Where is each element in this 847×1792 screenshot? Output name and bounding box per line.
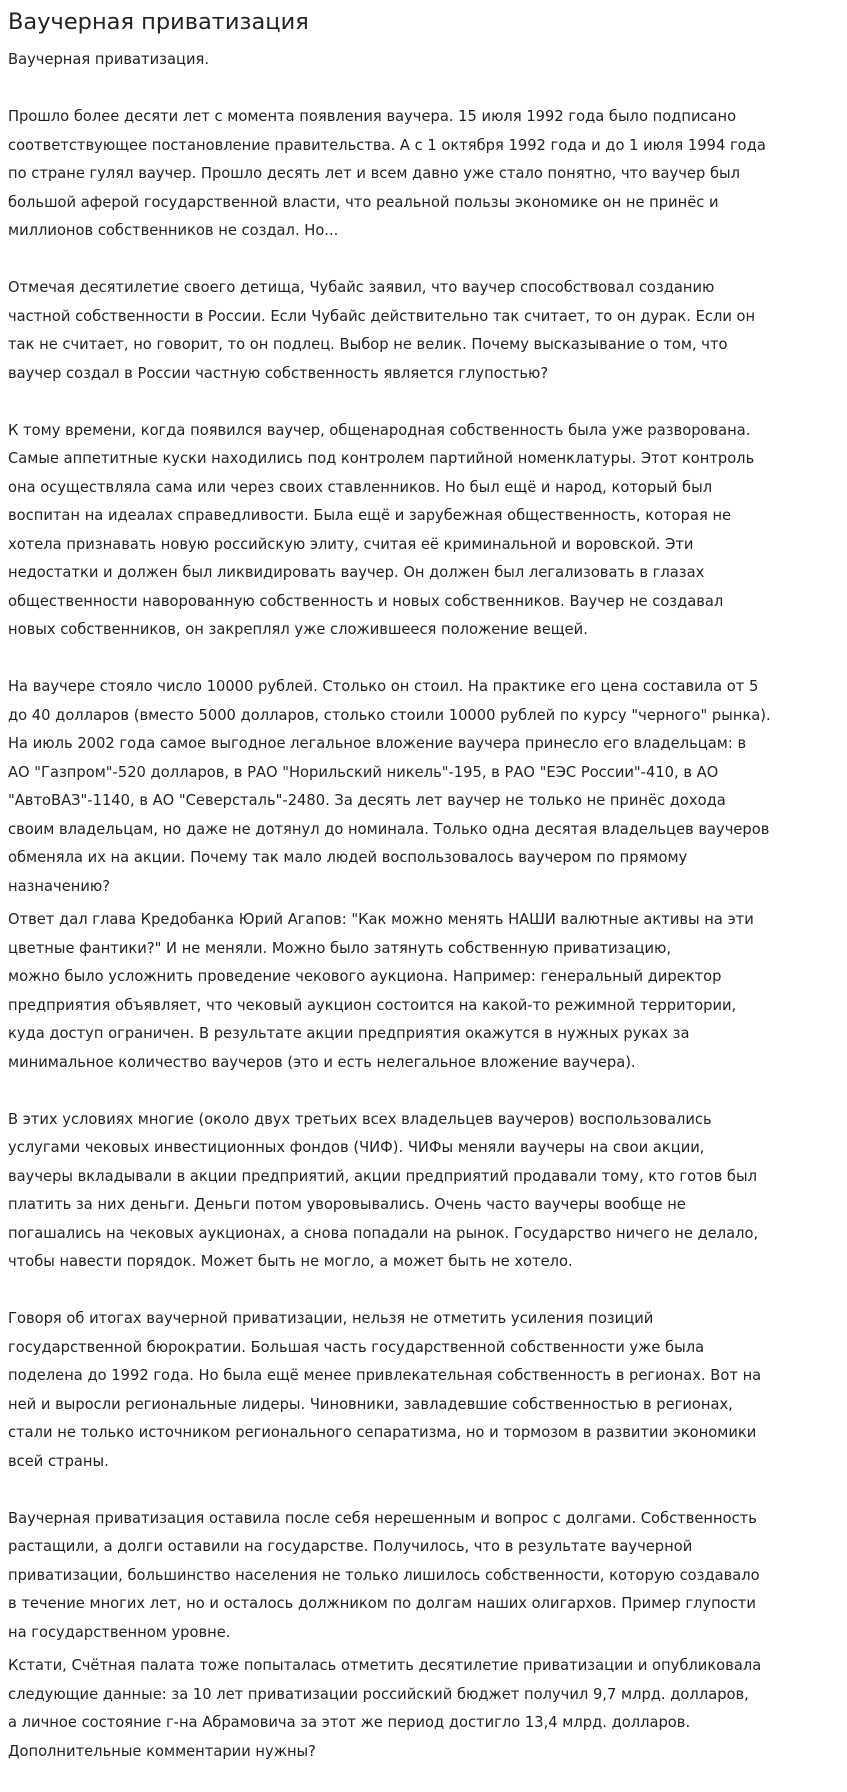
text-line: соответствующее постановление правительства. А с 1 октября 1992 года и до 1 июля 1994 года xyxy=(8,136,766,154)
text-line: минимальное количество ваучеров (это и есть нелегальное вложение ваучера). xyxy=(8,1053,636,1071)
text-line: услугами чековых инвестиционных фондов (ЧИФ). ЧИФы меняли ваучеры на свои акции, xyxy=(8,1139,705,1156)
text-line: приватизации, большинство населения не только лишилось собственности, которую создавало xyxy=(8,1566,760,1584)
text-line: всей страны. xyxy=(8,1452,109,1470)
text-line: на государственном уровне. xyxy=(8,1623,231,1641)
text-line: ваучеры вкладывали в акции предприятий, акции предприятий продавали тому, кто готов был xyxy=(8,1167,757,1185)
paragraph-2 xyxy=(8,274,837,388)
text-line: В этих условиях многие (около двух третьих всех владельцев ваучеров) воспользовались xyxy=(8,1110,712,1128)
text-line: обменяла их на акции. Почему так мало людей воспользовалось ваучером по прямому xyxy=(8,849,688,866)
paragraph-6 xyxy=(8,1106,837,1277)
text-line: Кстати, Счётная палата тоже попыталась отметить десятилетие приватизации и опубликовала xyxy=(8,1657,762,1674)
text-line: Дополнительные комментарии нужны? xyxy=(8,1742,316,1760)
paragraph-3 xyxy=(8,417,837,645)
text-line: поделена до 1992 года. Но была ещё менее привлекательная собственность в регионах. Вот на xyxy=(8,1367,762,1384)
paragraph-gap xyxy=(8,645,837,674)
text-line: Ответ дал глава Кредобанка Юрий Агапов: "Как можно менять НАШИ валютные активы на эти xyxy=(8,911,754,928)
text-line: частной собственности в России. Если Чубайс действительно так считает, то он дурак. Если он xyxy=(8,307,756,325)
paragraph-9 xyxy=(8,1652,837,1766)
text-line: до 40 долларов (вместо 5000 долларов, столько стоили 10000 рублей по курсу "черного" рынка). xyxy=(8,706,771,724)
text-line: "АвтоВАЗ"-1140, в АО "Северсталь"-2480. За десять лет ваучер не только не принёс дохода xyxy=(8,792,726,809)
text-line: Ваучерная приватизация оставила после себя нерешенным и вопрос с долгами. Собственность xyxy=(8,1509,757,1527)
paragraph-7 xyxy=(8,1305,837,1476)
text-line: она осуществляла сама или через своих ставленников. Но был ещё и народ, который был xyxy=(8,478,713,496)
article-title: Ваучерная приватизация xyxy=(8,9,309,35)
text-line: стали не только источником регионального сепаратизма, но и тормозом в развитии экономики xyxy=(8,1424,757,1441)
text-line: ваучер создал в России частную собственность является глупостью? xyxy=(8,364,549,382)
text-line: своим владельцам, но даже не дотянул до номинала. Только одна десятая владельцев ваучеров xyxy=(8,820,770,838)
text-line: АО "Газпром"-520 долларов, в РАО "Норильский никель"-195, в РАО "ЕЭС России"-410, в АО xyxy=(8,763,719,781)
text-line: платить за них деньги. Деньги потом уворовывались. Очень часто ваучеры вообще не xyxy=(8,1196,686,1213)
text-line: цветные фантики?" И не меняли. Можно было затянуть собственную приватизацию, xyxy=(8,939,672,957)
text-line: недостатки и должен был ликвидировать ваучер. Он должен был легализовать в глазах xyxy=(8,564,705,581)
text-line: большой аферой государственной власти, что реальной пользы экономике он не принёс и xyxy=(8,193,719,211)
text-line: Прошло более десяти лет с момента появления ваучера. 15 июля 1992 года было подписано xyxy=(8,108,737,125)
text-line: погашались на чековых аукционах, а снова попадали на рынок. Государство ничего не делало, xyxy=(8,1224,759,1242)
text-line: общественности наворованную собственность и новых собственников. Ваучер не создавал xyxy=(8,592,724,610)
text-line: новых собственников, он закреплял уже сложившееся положение вещей. xyxy=(8,621,588,638)
text-line: в течение многих лет, но и осталось должником по долгам наших олигархов. Пример глупости xyxy=(8,1595,756,1612)
text-line: чтобы навести порядок. Может быть не могло, а может быть не хотело. xyxy=(8,1253,573,1270)
paragraph-gap xyxy=(8,75,837,104)
text-line: воспитан на идеалах справедливости. Была ещё и зарубежная общественность, которая не xyxy=(8,507,732,524)
text-line: а личное состояние г-на Абрамовича за этот же период достигло 13,4 млрд. долларов. xyxy=(8,1714,691,1731)
text-line: хотела признавать новую российскую элиту, считая её криминальной и воровской. Эти xyxy=(8,535,694,553)
text-line: ней и выросли региональные лидеры. Чиновники, завладевшие собственностью в регионах, xyxy=(8,1395,733,1413)
text-line: Говоря об итогах ваучерной приватизации, нельзя не отметить усиления позиций xyxy=(8,1310,654,1327)
text-line: На июль 2002 года самое выгодное легальное вложение ваучера принесло его владельцам: в xyxy=(8,735,747,752)
text-line: растащили, а долги оставили на государстве. Получилось, что в результате ваучерной xyxy=(8,1538,693,1555)
text-line: На ваучере стояло число 10000 рублей. Столько он стоил. На практике его цена составила от 5 xyxy=(8,678,759,695)
paragraph-gap xyxy=(8,1277,837,1306)
paragraph-gap xyxy=(8,1476,837,1505)
text-line: государственной бюрократии. Большая часть государственной собственности уже была xyxy=(8,1338,705,1356)
text-line: Самые аппетитные куски находились под контролем партийной номенклатуры. Этот контроль xyxy=(8,450,755,467)
text-line: предприятия объявляет, что чековый аукцион состоится на какой-то режимной территории, xyxy=(8,996,737,1014)
text-line: миллионов собственников не создал. Но... xyxy=(8,222,339,239)
paragraph-5 xyxy=(8,906,837,1077)
paragraph-gap xyxy=(8,246,837,275)
paragraph-1 xyxy=(8,103,837,246)
text-line: так не считает, но говорит, то он подлец. Выбор не велик. Почему высказывание о том, что xyxy=(8,336,728,353)
text-line: К тому времени, когда появился ваучер, общенародная собственность была уже разворована. xyxy=(8,421,751,439)
paragraph-gap xyxy=(8,388,837,417)
paragraph-gap xyxy=(8,1077,837,1106)
text-line: куда доступ ограничен. В результате акции предприятия окажутся в нужных руках за xyxy=(8,1025,690,1042)
text-line: можно было усложнить проведение чекового аукциона. Например: генеральный директор xyxy=(8,968,722,985)
text-line: следующие данные: за 10 лет приватизации российский бюджет получил 9,7 млрд. долларов, xyxy=(8,1685,749,1703)
text-line: Отмечая десятилетие своего детища, Чубайс заявил, что ваучер способствовал созданию xyxy=(8,279,715,296)
paragraph-4 xyxy=(8,673,837,901)
paragraph-8 xyxy=(8,1505,837,1648)
text-line: по стране гулял ваучер. Прошло десять лет и всем давно уже стало понятно, что ваучер был xyxy=(8,165,740,182)
article-lead: Ваучерная приватизация. xyxy=(8,51,209,68)
text-line: назначению? xyxy=(8,877,111,895)
